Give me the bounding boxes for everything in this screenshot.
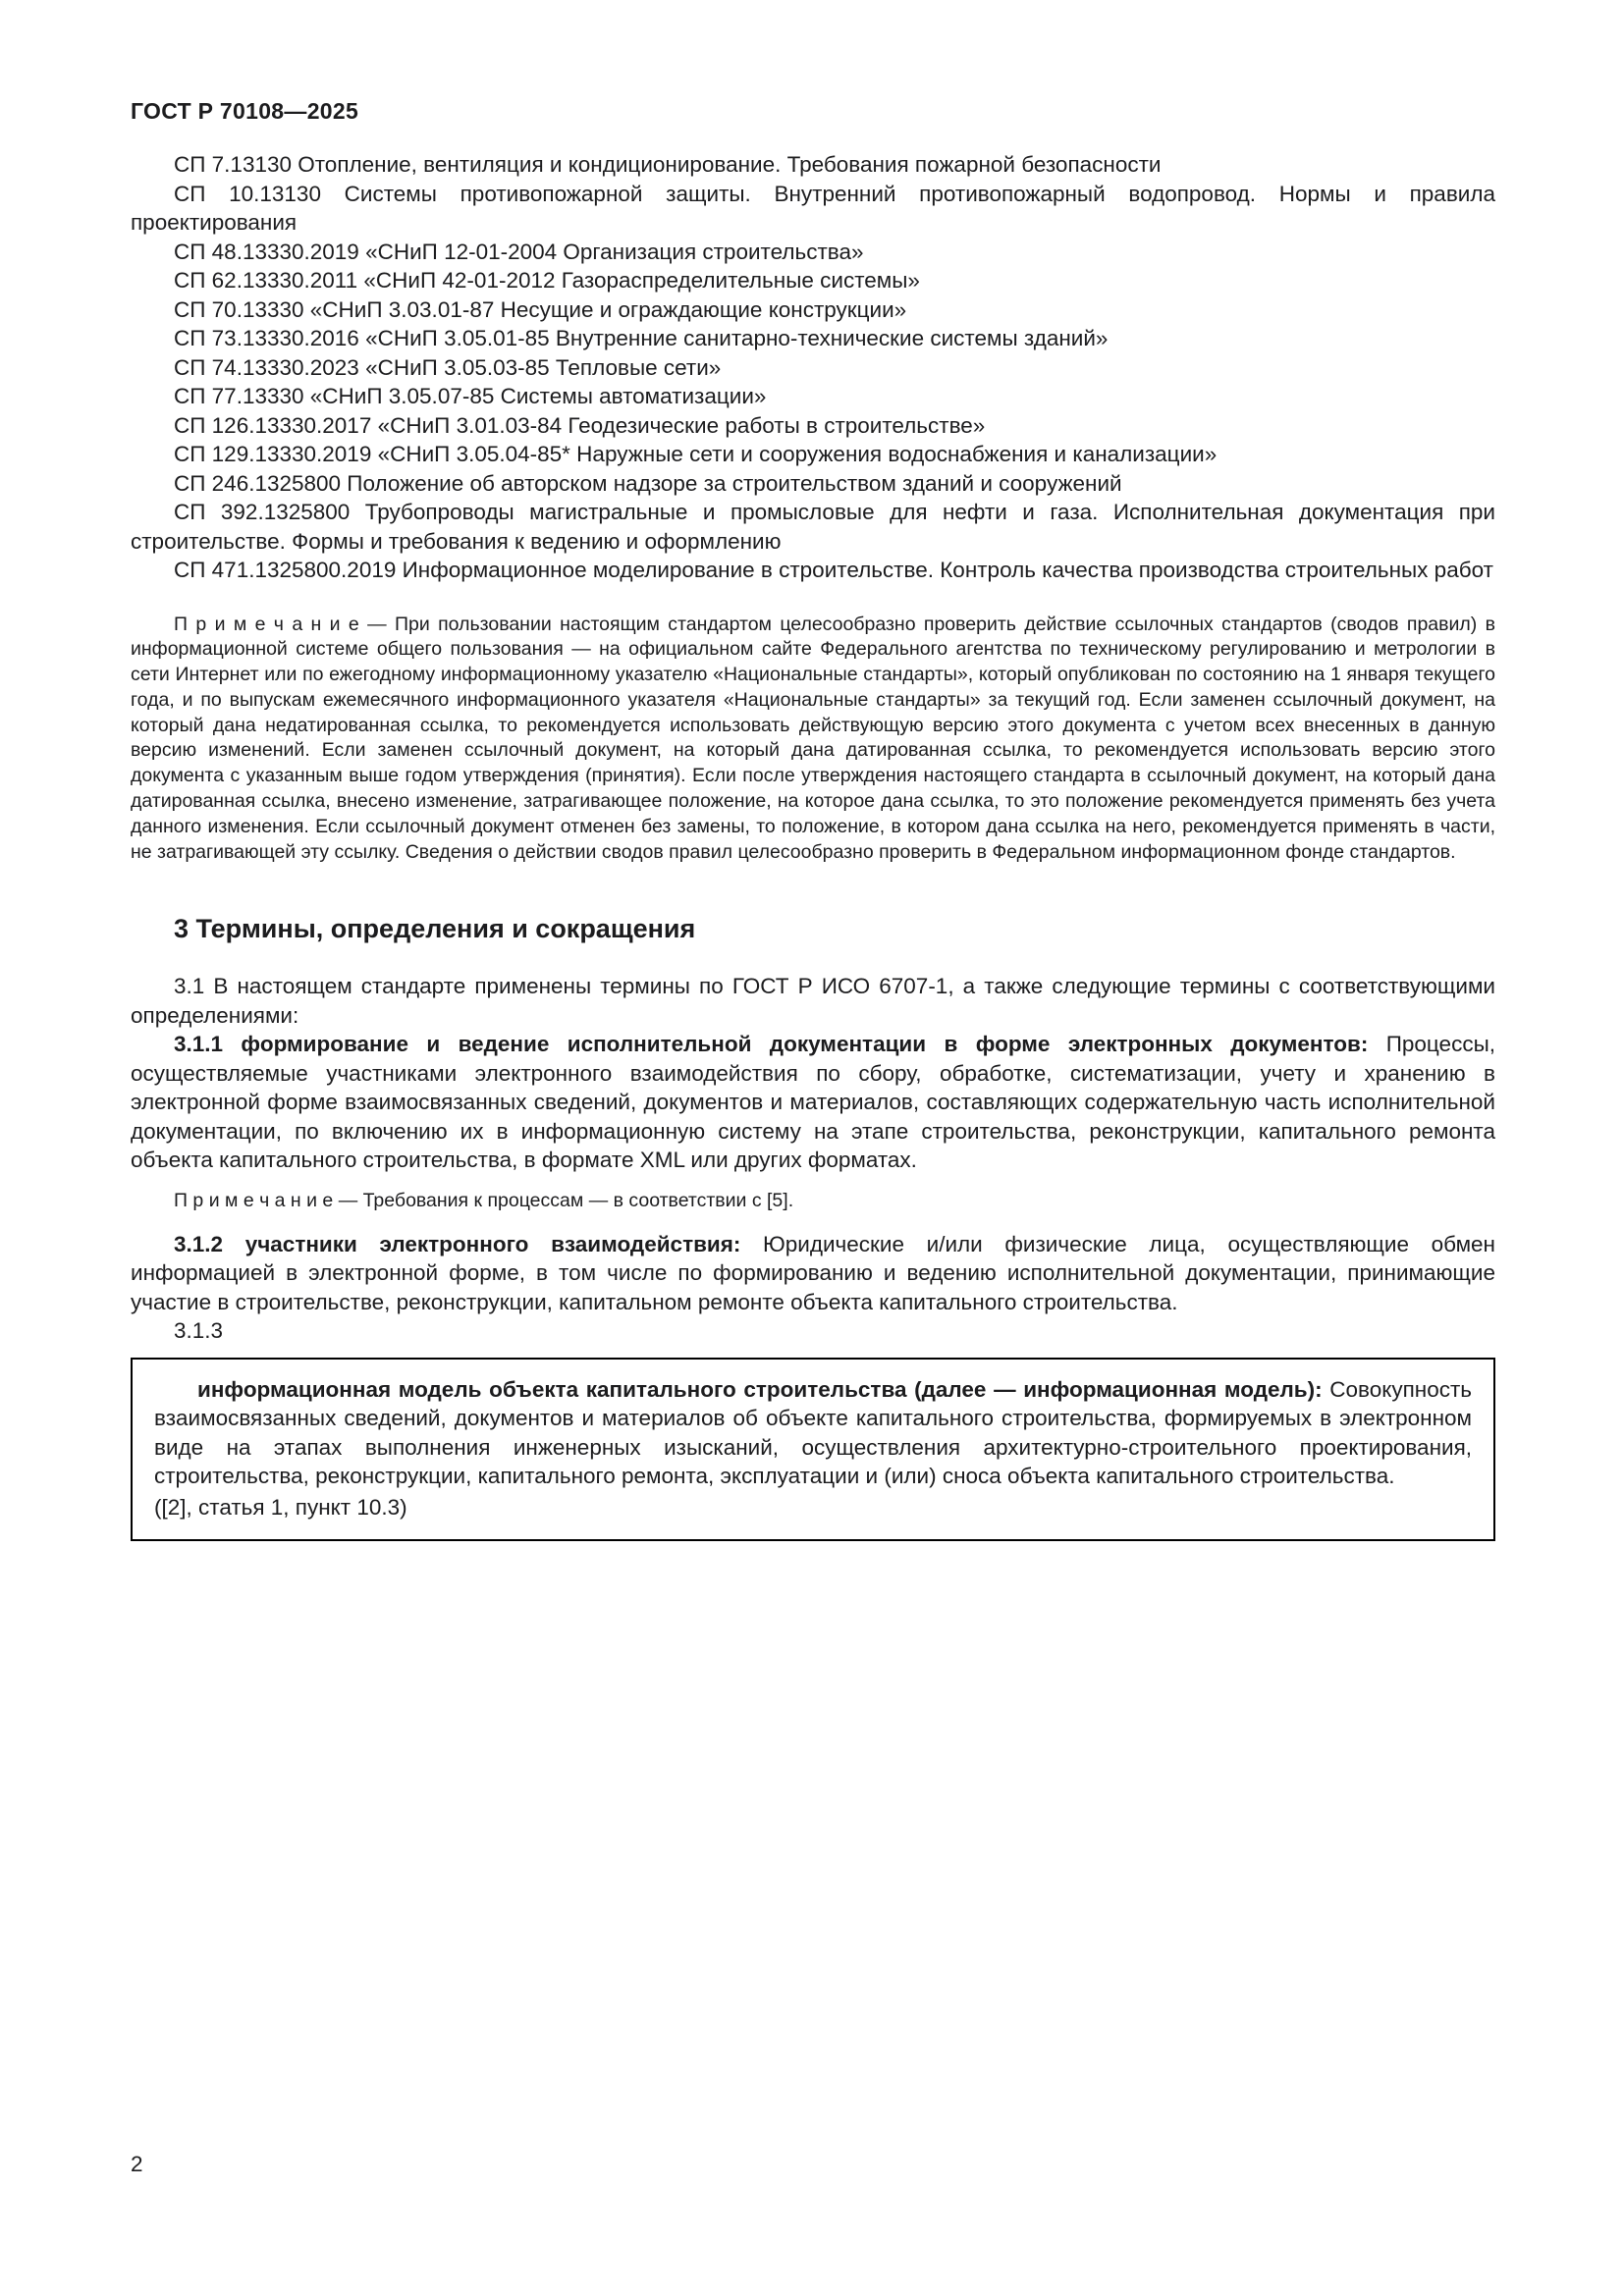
definition-box	[131, 1358, 1495, 1542]
reference-item: СП 126.13330.2017 «СНиП 3.01.03-84 Геодезические работы в строительстве»	[174, 412, 986, 438]
boxed-term-source: ([2], статья 1, пункт 10.3)	[154, 1494, 407, 1520]
boxed-term	[154, 1375, 1472, 1491]
term-3-1-2-definition: Юридические и/или физические лица, осуществляющие обмен информацией в электронной форме, в том числе по формированию и ведению исполнительной документации, принимающие участие в строительстве, реконструкции, капитальном ремонте объекта капитального строительства.	[131, 1231, 1495, 1314]
term-3-1-1-definition: Процессы, осуществляемые участниками электронного взаимодействия по сбору, обработке, систематизации, учету и хранению в электронной форме взаимосвязанных сведений, документов и материалов, составляющих содержательную часть исполнительной документации, по включению их в информационную систему на этапе строительства, реконструкции, капитального ремонта объекта капитального строительства, в формате XML или других форматах.	[131, 1032, 1495, 1173]
reference-item: СП 70.13330 «СНиП 3.03.01-87 Несущие и ограждающие конструкции»	[174, 296, 907, 322]
clause-3-1: 3.1 В настоящем стандарте применены термины по ГОСТ Р ИСО 6707-1, а также следующие термины с соответствующими определениями:	[131, 974, 1495, 1028]
boxed-term-definition: Совокупность взаимосвязанных сведений, документов и материалов об объекте капитального строительства, формируемых в электронном виде на этапах выполнения инженерных изысканий, осуществления архитектурно-строительного проектирования, строительства, реконструкции, капитального ремонта, эксплуатации и (или) сноса объекта капитального строительства.	[154, 1376, 1472, 1489]
reference-item: СП 246.1325800 Положение об авторском надзоре за строительством зданий и сооружений	[174, 470, 1122, 496]
term-3-1-2-name: 3.1.2 участники электронного взаимодействия:	[174, 1231, 741, 1256]
term-3-1-3-number: 3.1.3	[174, 1318, 224, 1344]
reference-item: СП 7.13130 Отопление, вентиляция и кондиционирование. Требования пожарной безопасности	[174, 152, 1162, 177]
reference-item: СП 471.1325800.2019 Информационное моделирование в строительстве. Контроль качества производства строительных работ	[174, 558, 1493, 582]
reference-item: СП 129.13330.2019 «СНиП 3.05.04-85* Наружные сети и сооружения водоснабжения и канализации»	[174, 442, 1218, 466]
reference-item: СП 10.13130 Системы противопожарной защиты. Внутренний противопожарный водопровод. Нормы и правила проектирования	[131, 181, 1495, 235]
page-content	[131, 98, 1495, 1541]
reference-item: СП 74.13330.2023 «СНиП 3.05.03-85 Тепловые сети»	[174, 354, 722, 380]
reference-item: СП 62.13330.2011 «СНиП 42-01-2012 Газораспределительные системы»	[174, 268, 920, 293]
page-number: 2	[131, 2152, 143, 2176]
reference-item: СП 48.13330.2019 «СНиП 12-01-2004 Организация строительства»	[174, 239, 864, 264]
boxed-term-name: информационная модель объекта капитального строительства (далее — информационная модель):	[197, 1376, 1323, 1402]
section-heading: 3 Термины, определения и сокращения	[174, 914, 696, 944]
process-note: П р и м е ч а н и е — Требования к процессам — в соответствии с [5].	[174, 1189, 794, 1211]
doc-code: ГОСТ Р 70108—2025	[131, 98, 359, 124]
reference-item: СП 73.13330.2016 «СНиП 3.05.01-85 Внутренние санитарно-технические системы зданий»	[174, 326, 1109, 350]
term-3-1-1	[131, 1030, 1495, 1175]
term-3-1-1-name: 3.1.1 формирование и ведение исполнительной документации в форме электронных документов:	[174, 1032, 1369, 1057]
reference-item: СП 77.13330 «СНиП 3.05.07-85 Системы автоматизации»	[174, 384, 767, 408]
reference-item: СП 392.1325800 Трубопроводы магистральные и промысловые для нефти и газа. Исполнительная документация при строительстве. Формы и требования к ведению и оформлению	[131, 500, 1495, 554]
term-3-1-2	[131, 1230, 1495, 1317]
references-note: П р и м е ч а н и е — При пользовании настоящим стандартом целесообразно проверить действие ссылочных стандартов (сводов правил) в информационной системе общего пользования — на официальном сайте Федерального агентства по техническому регулированию и метрологии в сети Интернет или по ежегодному информационному указателю «Национальные стандарты», который опубликован по состоянию на 1 января текущего года, и по выпускам ежемесячного информационного указателя «Национальные стандарты» за текущий год. Если заменен ссылочный документ, на который дана недатированная ссылка, то рекомендуется использовать действующую версию этого документа с учетом всех внесенных в данную версию изменений. Если заменен ссылочный документ, на который дана датированная ссылка, то рекомендуется использовать версию этого документа с указанным выше годом утверждения (принятия). Если после утверждения настоящего стандарта в ссылочный документ, на который дана датированная ссылка, внесено изменение, затрагивающее положение, на которое дана ссылка, то это положение рекомендуется применять без учета данного изменения. Если ссылочный документ отменен без замены, то положение, в котором дана ссылка на него, рекомендуется применять в части, не затрагивающей эту ссылку. Сведения о действии сводов правил целесообразно проверить в Федеральном информационном фонде стандартов.	[131, 613, 1495, 863]
